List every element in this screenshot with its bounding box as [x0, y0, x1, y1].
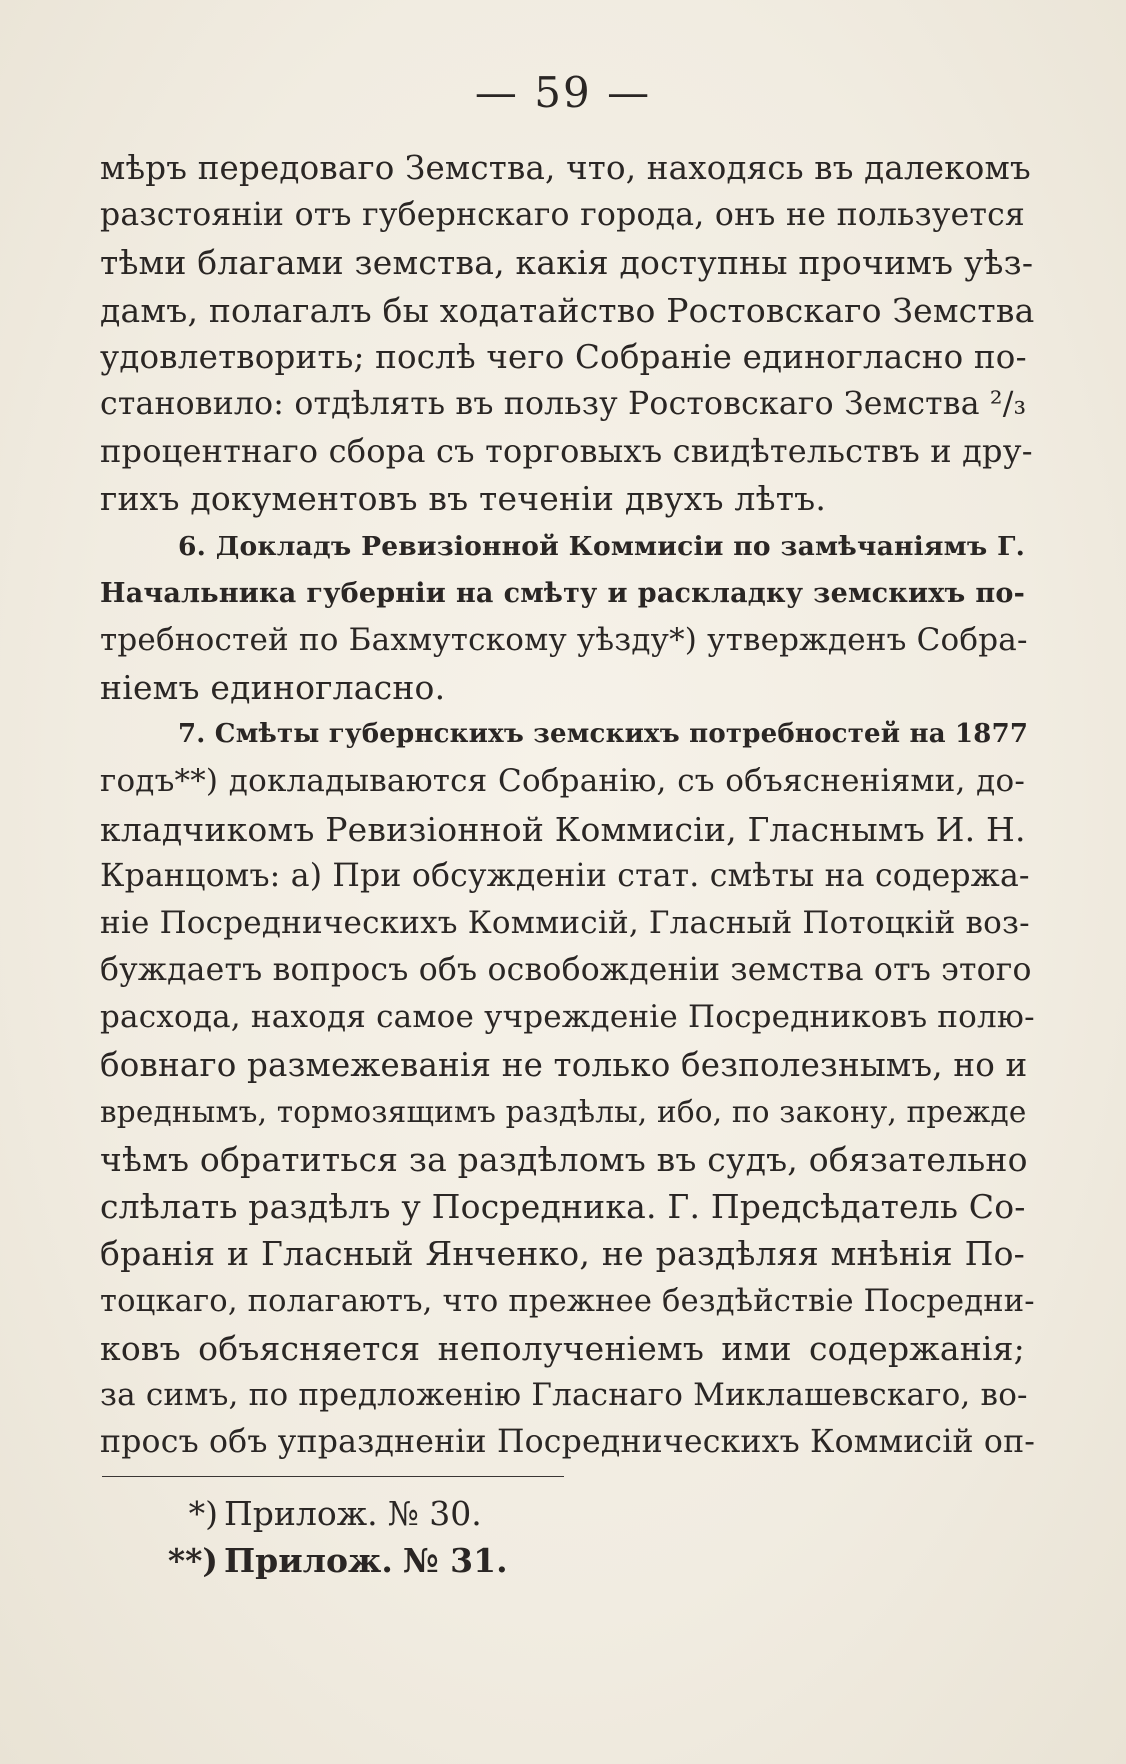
text-line: ніе Посредническихъ Коммисій, Гласный Потоцкій воз- [100, 905, 1030, 941]
body-text [100, 145, 1036, 1466]
text-line: тоцкаго, полагаютъ, что прежнее бездѣйствіе Посредни- [100, 1283, 1035, 1319]
text-line: Кранцомъ: а) При обсужденіи стат. смѣты на содержа- [100, 857, 1030, 894]
footnote-number: № 30. [387, 1494, 482, 1533]
text-line: чѣмъ обратиться за раздѣломъ въ судъ, обязательно [100, 1139, 1028, 1179]
text-line: удовлетворить; послѣ чего Собраніе единогласно по- [100, 337, 1027, 376]
text-line: ковъ объясняется неполученіемъ ими содержанія; [100, 1328, 1025, 1368]
footnote-item [100, 1537, 700, 1584]
text-line: процентнаго сбора съ торговыхъ свидѣтельствъ и дру- [100, 432, 1033, 471]
text-line: бранія и Гласный Янченко, не раздѣляя мнѣнія По- [100, 1234, 1025, 1274]
text-line: мѣръ передоваго Земства, что, находясь въ далекомъ [100, 149, 1031, 187]
text-line: просъ объ упраздненіи Посредническихъ Коммисій оп- [100, 1424, 1036, 1461]
text-line: становило: отдѣлять въ пользу Ростовскаго Земства ²/₃ [100, 385, 1027, 422]
text-line: разстояніи отъ губернскаго города, онъ не пользуется [100, 197, 1025, 234]
footnote-divider [102, 1476, 564, 1477]
text-line: вреднымъ, тормозящимъ раздѣлы, ибо, по закону, прежде [100, 1094, 1027, 1129]
text-line: расхода, находя самое учрежденіе Посредниковъ полю- [100, 999, 1035, 1036]
text-line: дамъ, полагалъ бы ходатайство Ростовскаго Земства [100, 290, 1035, 330]
text-line: ніемъ единогласно. [100, 668, 446, 708]
text-line: за симъ, по предложенію Гласнаго Миклашевскаго, во- [100, 1376, 1028, 1413]
footnotes [100, 1490, 700, 1584]
text-line: бовнаго размежеванія не только безполезнымъ, но и [100, 1045, 1028, 1084]
footnote-mark: *) [188, 1494, 218, 1533]
text-line: тѣми благами земства, какія доступны прочимъ уѣз- [100, 243, 1034, 283]
footnote-item [100, 1490, 700, 1537]
section-heading-6: 6. Докладъ Ревизіонной Коммисіи по замѣчаніямъ Г. [178, 530, 1025, 562]
text-line: Начальника губерніи на смѣту и раскладку земскихъ по- [100, 577, 1025, 609]
page-number: — 59 — [474, 68, 652, 117]
section-heading-7: 7. Смѣты губернскихъ земскихъ потребностей на 1877 [178, 719, 1029, 750]
text-line: годъ**) докладываются Собранію, съ объясненіями, до- [100, 763, 1025, 800]
text-line: требностей по Бахмутскому уѣзду*) утвержденъ Собра- [100, 621, 1028, 658]
footnote-label: Прилож. [224, 1494, 378, 1533]
text-line: буждаетъ вопросъ объ освобожденіи земства отъ этого [100, 952, 1032, 989]
footnote-number: № 31. [402, 1541, 508, 1580]
footnote-mark: **) [167, 1541, 218, 1580]
footnote-label: Прилож. [224, 1541, 393, 1580]
text-line: гихъ документовъ въ теченіи двухъ лѣтъ. [100, 479, 827, 519]
text-line: слѣлать раздѣлъ у Посредника. Г. Предсѣдатель Со- [100, 1187, 1026, 1227]
text-line: кладчикомъ Ревизіонной Коммисіи, Гласнымъ И. Н. [100, 809, 1026, 849]
